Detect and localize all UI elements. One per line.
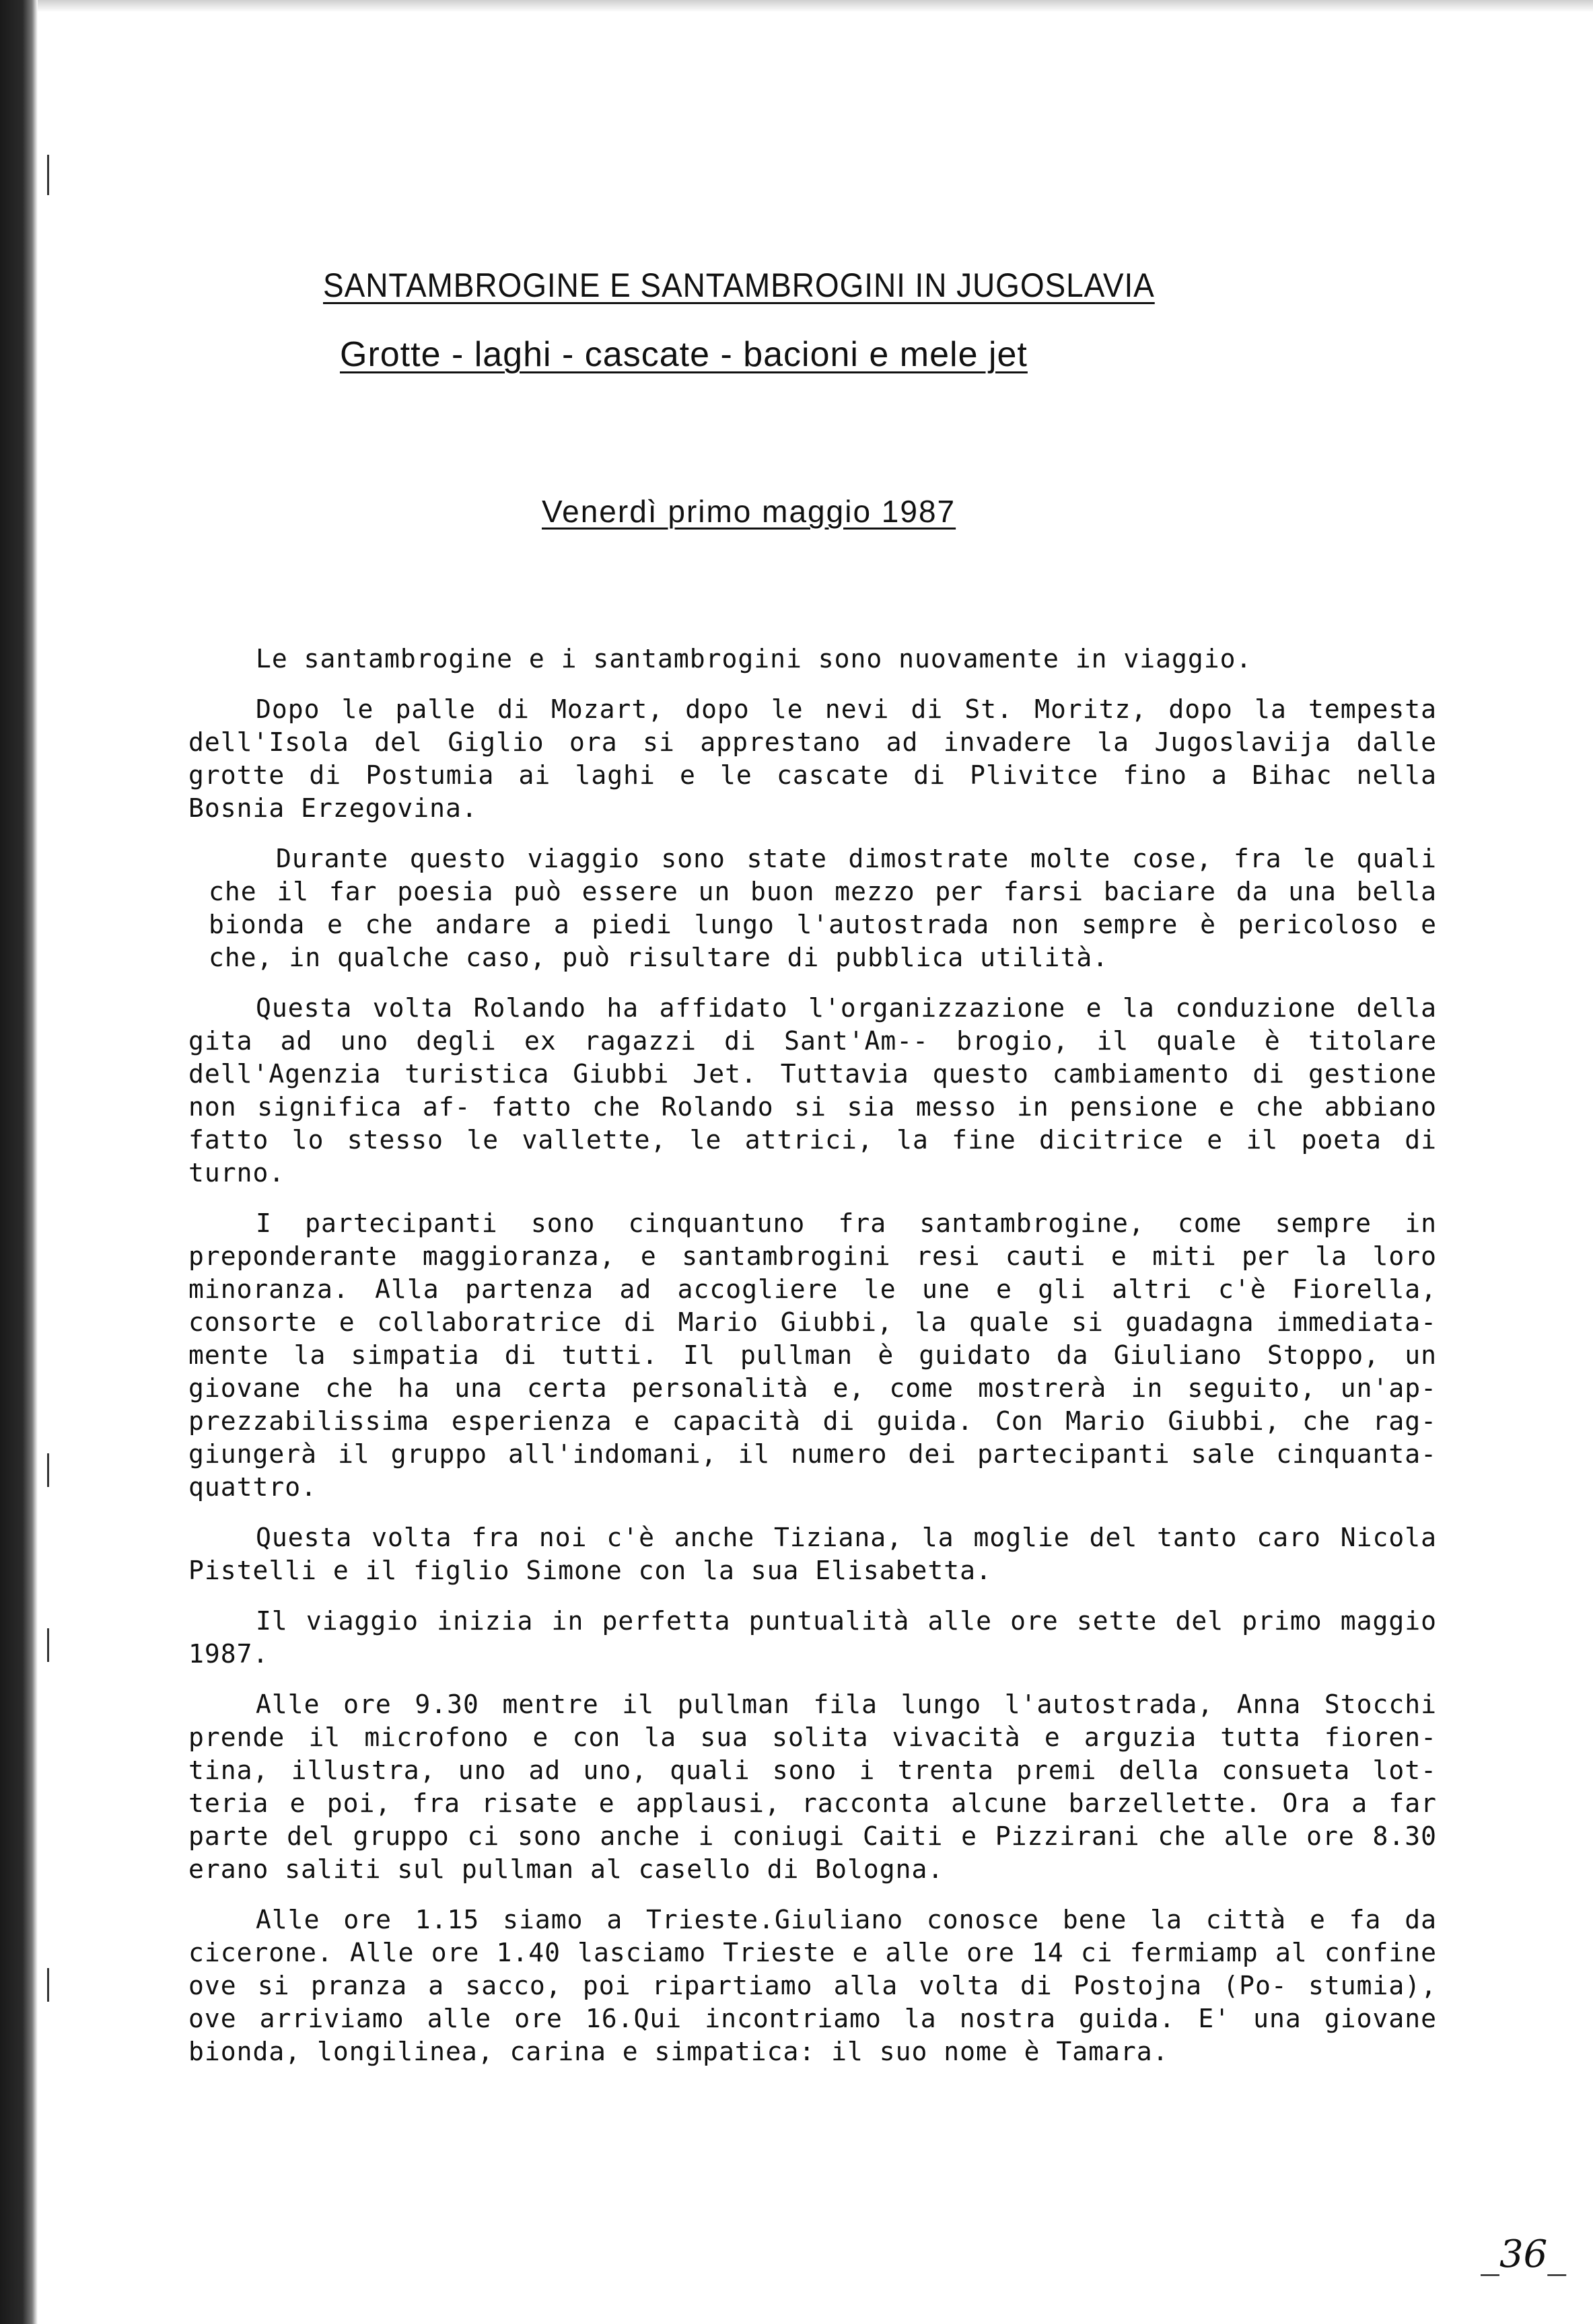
document-subtitle: Grotte - laghi - cascate - bacioni e mele jet [340,335,1028,374]
paragraph: Alle ore 1.15 siamo a Trieste.Giuliano conosce bene la città e fa da cicerone. Alle ore 1.40 lasciamo Trieste e alle ore 14 ci fermiamp al confine ove si pranza a sacco, poi ripartiamo alla volta di Postojna (Po- stumia), ove arriviamo alle ore 16.Qui incontriamo la nostra guida. E' una giovane bionda, longilinea, carina e simpatica: il suo nome è Tamara. [188,1905,1437,2066]
paragraph: Questa volta Rolando ha affidato l'organizzazione e la conduzione della gita ad uno degli ex ragazzi di Sant'Am-- brogio, il quale è titolare dell'Agenzia turistica Giubbi Jet. Tuttavia questo cambiamento di gestione non significa af- fatto che Rolando si sia messo in pensione e che abbiano fatto lo stesso le vallette, le attrici, la fine dicitrice e il poeta di turno. [188,993,1437,1188]
paragraph: Questa volta fra noi c'è anche Tiziana, la moglie del tanto caro Nicola Pistelli e il figlio Simone con la sua Elisabetta. [188,1523,1437,1585]
document-title: SANTAMBROGINE E SANTAMBROGINI IN JUGOSLAVIA [323,266,1155,304]
paragraph: Alle ore 9.30 mentre il pullman fila lungo l'autostrada, Anna Stocchi prende il microfono e con la sua solita vivacità e arguzia tutta fioren- tina, illustra, uno ad uno, quali sono i trenta premi della consueta lot- teria e poi, fra risate e applausi, racconta alcune barzellette. Ora a far parte del gruppo ci sono anche i coniugi Caiti e Pizzirani che alle ore 8.30 erano saliti sul pullman al casello di Bologna. [188,1690,1437,1884]
page-number: _36_ [1481,2232,1567,2276]
paragraph: Le santambrogine e i santambrogini sono nuovamente in viaggio. [256,644,1252,674]
paragraph: I partecipanti sono cinquantuno fra santambrogine, come sempre in preponderante maggioranza, e santambrogini resi cauti e miti per la loro minoranza. Alla partenza ad accogliere le une e gli altri c'è Fiorella, consorte e collaboratrice di Mario Giubbi, la quale si guadagna immediata- mente la simpatia di tutti. Il pullman è guidato da Giuliano Stoppo, un giovane che ha una certa personalità e, come mostrerà in seguito, un'ap- prezzabilissima esperienza e capacità di guida. Con Mario Giubbi, che rag- giungerà il gruppo all'indomani, il numero dei partecipanti sale cinquanta- quattro. [188,1208,1437,1502]
paragraph: Dopo le palle di Mozart, dopo le nevi di St. Moritz, dopo la tempesta dell'Isola del Giglio ora si apprestano ad invadere la Jugoslavija dalle grotte di Postumia ai laghi e le cascate di Plivitce fino a Bihac nella Bosnia Erzegovina. [188,694,1437,823]
paragraph: Il viaggio inizia in perfetta puntualità alle ore sette del primo maggio 1987. [188,1606,1437,1669]
paragraph: Durante questo viaggio sono state dimostrate molte cose, fra le quali che il far poesia può essere un buon mezzo per farsi baciare da una bella bionda e che andare a piedi lungo l'autostrada non sempre è pericoloso e che, in qualche caso, può risultare di pubblica utilità. [209,844,1437,972]
body-text [188,643,1437,2086]
date-heading: Venerdì primo maggio 1987 [542,494,956,529]
